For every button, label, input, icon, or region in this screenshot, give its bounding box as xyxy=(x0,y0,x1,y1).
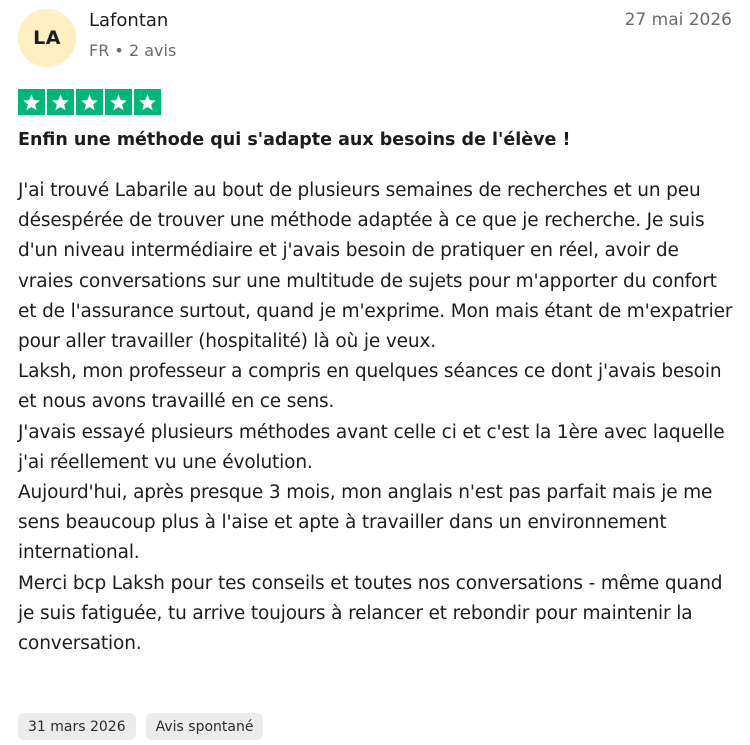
avatar[interactable]: LA xyxy=(18,9,76,67)
review-footer xyxy=(18,713,263,740)
review-paragraph: J'ai trouvé Labarile au bout de plusieurs semaines de recherches et un peu désespérée de trouver une méthode adaptée à ce que je recherche. Je suis d'un niveau intermédiaire et j'avais besoin de pratiquer en réel, avoir de vraies conversations sur une multitude de sujets pour m'apporter du confort et de l'assurance surtout, quand je m'exprime. Mon mais étant de m'expatrier pour aller travailler (hospitalité) là où je veux. xyxy=(18,180,733,353)
review-paragraph: J'avais essayé plusieurs méthodes avant celle ci et c'est la 1ère avec laquelle j'ai réellement vu une évolution. xyxy=(18,421,725,473)
reviewer-name[interactable]: Lafontan xyxy=(89,10,169,31)
spontaneous-review-badge[interactable]: Avis spontané xyxy=(146,713,264,740)
review-body xyxy=(18,176,733,659)
star-rating xyxy=(18,89,161,115)
review-date: 27 mai 2026 xyxy=(624,10,732,30)
star-icon xyxy=(47,89,74,115)
star-icon xyxy=(105,89,132,115)
star-icon xyxy=(18,89,45,115)
review-paragraph: Aujourd'hui, après presque 3 mois, mon anglais n'est pas parfait mais je me sens beaucoup plus à l'aise et apte à travailler dans un environnement international. xyxy=(18,482,713,564)
experience-date-chip: 31 mars 2026 xyxy=(18,713,136,740)
reviewer-meta xyxy=(89,41,176,60)
review-title[interactable]: Enfin une méthode qui s'adapte aux besoins de l'élève ! xyxy=(18,130,571,150)
reviewer-review-count: 2 avis xyxy=(128,41,177,60)
review-header xyxy=(18,6,732,66)
review-paragraph: Merci bcp Laksh pour tes conseils et toutes nos conversations - même quand je suis fatiguée, tu arrive toujours à relancer et rebondir pour maintenir la conversation. xyxy=(18,572,723,655)
review-paragraph: Laksh, mon professeur a compris en quelques séances ce dont j'avais besoin et nous avons travaillé en ce sens. xyxy=(18,361,722,413)
reviewer-country: FR xyxy=(89,41,110,60)
star-icon xyxy=(76,89,103,115)
star-icon xyxy=(134,89,161,115)
meta-separator: • xyxy=(114,41,124,60)
